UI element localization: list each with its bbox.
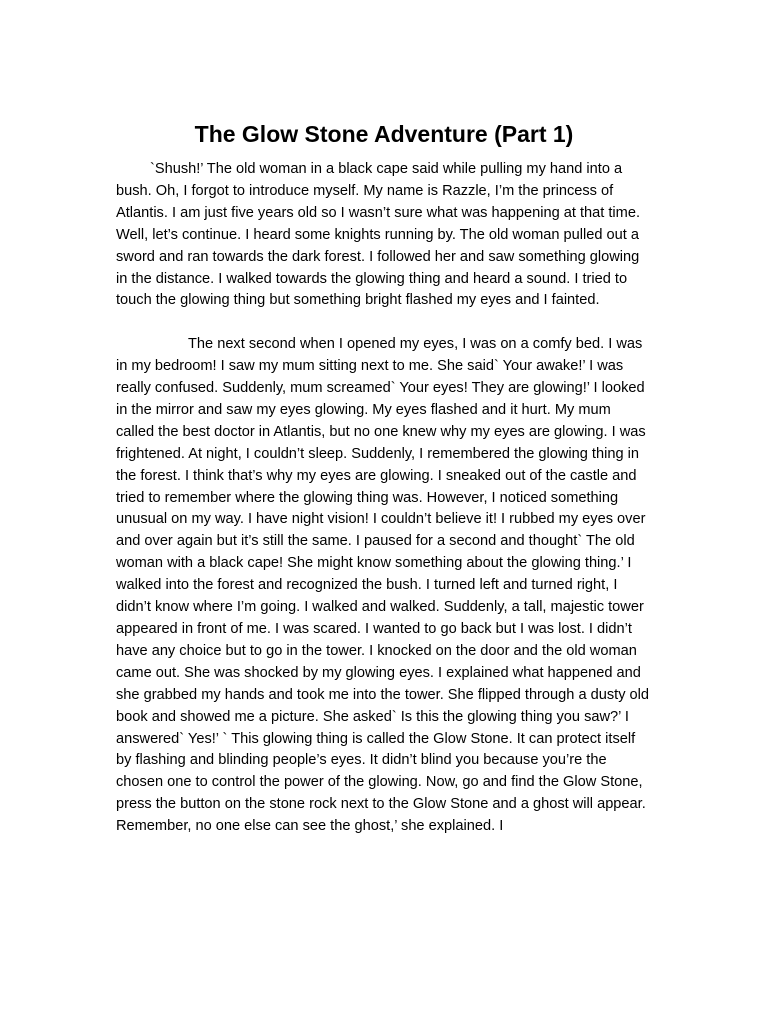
paragraph-1: `Shush!’ The old woman in a black cape said while pulling my hand into a bush. Oh, I forgot to introduce myself. My name is Razzle, I’m the princess of Atlantis. I am just five years old so I wasn’t sure what was happening at that time. Well, let’s continue. I heard some knights running by. The old woman pulled out a sword and ran towards the dark forest. I followed her and saw something glowing in the distance. I walked towards the glowing thing and heard a sound. I tried to touch the glowing thing but something bright flashed my eyes and I fainted. [116,161,641,309]
paragraph-spacer [116,312,652,334]
document-title: The Glow Stone Adventure (Part 1) [194,121,574,147]
paragraph-2: The next second when I opened my eyes, I was on a comfy bed. I was in my bedroom! I saw my mum sitting next to me. She said` Your awake!’ I was really confused. Suddenly, mum screamed` Your eyes! They are glowing!’ I looked in the mirror and saw my eyes glowing. My eyes flashed and it hurt. My mum called the best doctor in Atlantis, but no one knew why my eyes are glowing. I was frightened. At night, I couldn’t sleep. Suddenly, I remembered the glowing thing in the forest. I think that’s why my eyes are glowing. I sneaked out of the castle and tried to remember where the glowing thing was. However, I noticed something unusual on my way. I have night vision! I couldn’t believe it! I rubbed my eyes over and over again but it’s still the same. I paused for a second and thought` The old woman with a black cape! She might know something about the glowing thing.’ I walked into the forest and recognized the bush. I turned left and turned right, I didn’t know where I’m going. I walked and walked. Suddenly, a tall, majestic tower appeared in front of me. I was scared. I wanted to go back but I was lost. I didn’t have any choice but to go in the tower. I knocked on the door and the old woman came out. She was shocked by my glowing eyes. I explained what happened and she grabbed my hands and took me into the tower. She flipped through a dusty old book and showed me a picture. She asked` Is this the glowing thing you saw?’ I answered` Yes!’ ` This glowing thing is called the Glow Stone. It can protect itself by flashing and blinding people’s eyes. It didn’t blind you because you’re the chosen one to control the power of the glowing. Now, go and find the Glow Stone, press the button on the stone rock next to the Glow Stone and a ghost will appear. Remember, no one else can see the ghost,’ she explained. I [116,336,650,835]
document-body [116,159,652,838]
